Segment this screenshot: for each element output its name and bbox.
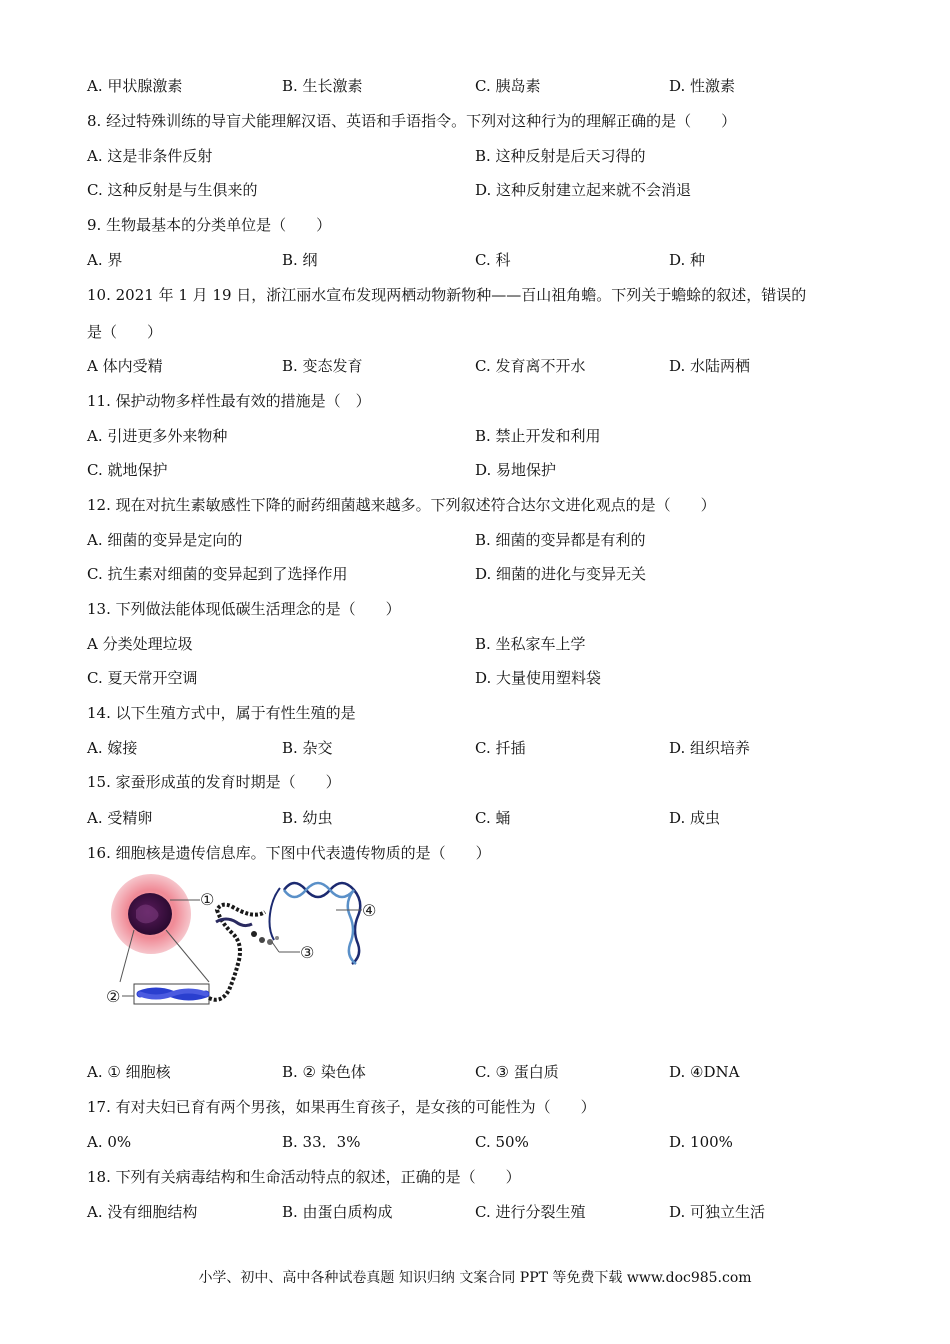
q9-stem: 9. 生物最基本的分类单位是（ ） — [87, 216, 332, 234]
q11-option-c: C. 就地保护 — [87, 461, 168, 479]
q13-option-d: D. 大量使用塑料袋 — [475, 669, 602, 687]
q10-option-c: C. 发育离不开水 — [475, 357, 586, 375]
page-footer: 小学、初中、高中各种试卷真题 知识归纳 文案合同 PPT 等免费下载 www.doc985.com — [198, 1270, 752, 1286]
q18-option-c: C. 进行分裂生殖 — [475, 1203, 586, 1221]
q16-option-a: A. ① 细胞核 — [87, 1063, 171, 1081]
q12-option-a: A. 细菌的变异是定向的 — [87, 531, 243, 549]
q12-stem: 12. 现在对抗生素敏感性下降的耐药细菌越来越多。下列叙述符合达尔文进化观点的是（ ） — [87, 496, 716, 514]
q11-stem: 11. 保护动物多样性最有效的措施是（ ） — [87, 392, 371, 410]
label-4: ④ — [362, 901, 377, 920]
q12-option-c: C. 抗生素对细菌的变异起到了选择作用 — [87, 565, 348, 583]
q17-option-b: B. 33．3% — [282, 1133, 361, 1151]
q18-option-a: A. 没有细胞结构 — [87, 1203, 198, 1221]
q13-stem: 13. 下列做法能体现低碳生活理念的是（ ） — [87, 600, 401, 618]
q15-option-d: D. 成虫 — [669, 809, 721, 827]
q8-stem: 8. 经过特殊训练的导盲犬能理解汉语、英语和手语指令。下列对这种行为的理解正确的是（ ） — [87, 112, 737, 130]
q9-option-b: B. 纲 — [282, 251, 318, 269]
q8-option-a: A. 这是非条件反射 — [87, 147, 213, 165]
q10-stem-line1: 10. 2021 年 1 月 19 日，浙江丽水宣布发现两栖动物新物种——百山祖角蟾。下列关于蟾蜍的叙述，错误的 — [87, 286, 807, 304]
q7-option-c: C. 胰岛素 — [475, 77, 541, 95]
chromatin-shape — [209, 905, 265, 1000]
q15-option-a: A. 受精卵 — [87, 809, 153, 827]
q10-option-b: B. 变态发育 — [282, 357, 363, 375]
q12-option-d: D. 细菌的进化与变异无关 — [475, 565, 647, 583]
q14-option-d: D. 组织培养 — [669, 739, 751, 757]
q15-option-c: C. 蛹 — [475, 809, 511, 827]
q9-option-d: D. 种 — [669, 251, 706, 269]
q13-option-c: C. 夏天常开空调 — [87, 669, 198, 687]
q9-option-c: C. 科 — [475, 251, 511, 269]
q17-option-d: D. 100% — [669, 1133, 733, 1151]
q18-stem: 18. 下列有关病毒结构和生命活动特点的叙述，正确的是（ ） — [87, 1168, 521, 1186]
q13-option-b: B. 坐私家车上学 — [475, 635, 586, 653]
q15-stem: 15. 家蚕形成茧的发育时期是（ ） — [87, 773, 341, 791]
q11-option-a: A. 引进更多外来物种 — [87, 427, 228, 445]
q7-option-a: A. 甲状腺激素 — [87, 77, 183, 95]
q17-option-a: A. 0% — [87, 1133, 132, 1151]
q18-option-b: B. 由蛋白质构成 — [282, 1203, 393, 1221]
q8-option-d: D. 这种反射建立起来就不会消退 — [475, 181, 692, 199]
q10-option-d: D. 水陆两栖 — [669, 357, 751, 375]
q14-option-c: C. 扦插 — [475, 739, 526, 757]
q7-option-b: B. 生长激素 — [282, 77, 363, 95]
q16-option-c: C. ③ 蛋白质 — [475, 1063, 559, 1081]
q14-stem: 14. 以下生殖方式中，属于有性生殖的是 — [87, 704, 356, 722]
q16-stem: 16. 细胞核是遗传信息库。下图中代表遗传物质的是（ ） — [87, 844, 491, 862]
q17-option-c: C. 50% — [475, 1133, 529, 1151]
q7-option-d: D. 性激素 — [669, 77, 736, 95]
q11-option-b: B. 禁止开发和利用 — [475, 427, 601, 445]
q8-option-b: B. 这种反射是后天习得的 — [475, 147, 646, 165]
q9-option-a: A. 界 — [87, 251, 123, 269]
q13-option-a: A 分类处理垃圾 — [87, 635, 193, 653]
q8-option-c: C. 这种反射是与生俱来的 — [87, 181, 258, 199]
q12-option-b: B. 细菌的变异都是有利的 — [475, 531, 646, 549]
q15-option-b: B. 幼虫 — [282, 809, 333, 827]
q14-option-a: A. 嫁接 — [87, 739, 138, 757]
q14-option-b: B. 杂交 — [282, 739, 333, 757]
q16-option-b: B. ② 染色体 — [282, 1063, 366, 1081]
q17-stem: 17. 有对夫妇已育有两个男孩，如果再生育孩子，是女孩的可能性为（ ） — [87, 1098, 596, 1116]
label-1: ① — [200, 890, 215, 909]
q10-stem-line2: 是（ ） — [87, 323, 163, 341]
q10-option-a: A 体内受精 — [87, 357, 163, 375]
cell-nucleus-dna-figure — [104, 872, 389, 1022]
q18-option-d: D. 可独立生活 — [669, 1203, 766, 1221]
label-2: ② — [106, 987, 121, 1006]
q11-option-d: D. 易地保护 — [475, 461, 557, 479]
label-3: ③ — [300, 943, 315, 962]
q16-option-d: D. ④DNA — [669, 1063, 740, 1081]
